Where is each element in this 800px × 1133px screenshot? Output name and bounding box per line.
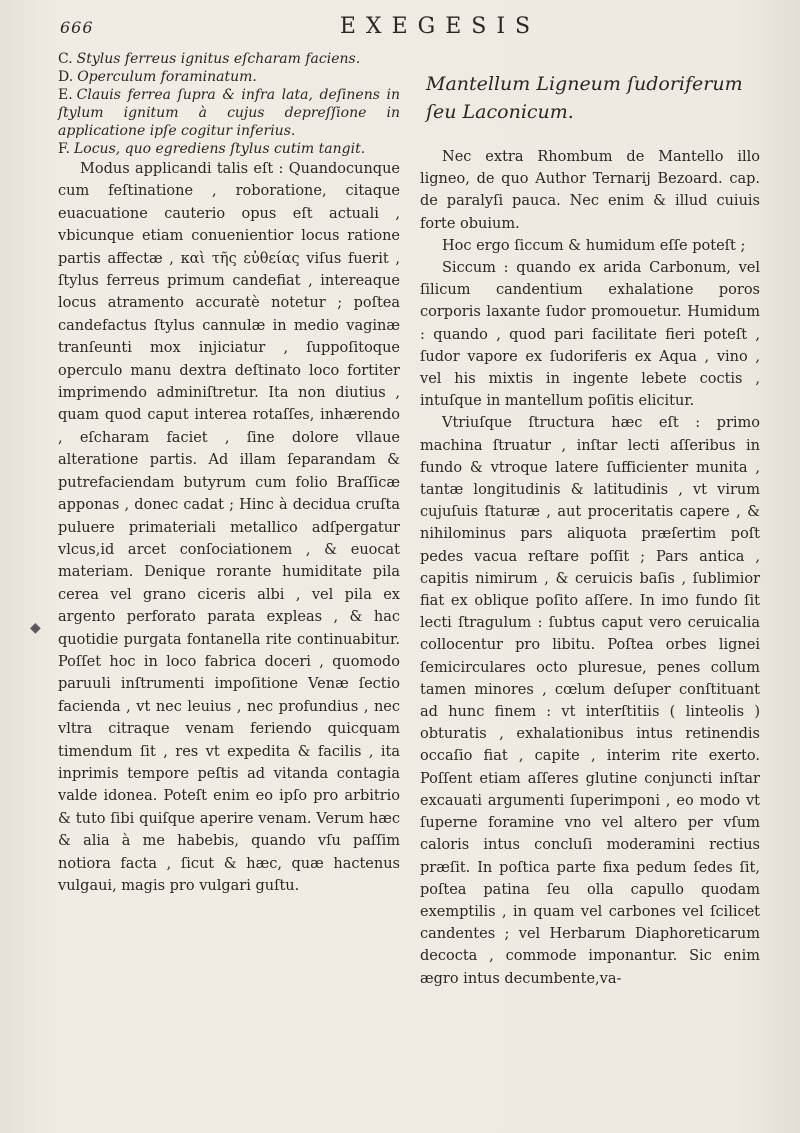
body-paragraph: Siccum : quando ex arida Carbonum, vel ſilicum candentium exhalatione poros corporis laxante ſudor promouetur. Humidum : quando , quod pari facilitate fieri poteſt , ſudor vapore ex ſudoriferis ex Aqua , vino , vel his mixtis in ingente lebete coctis , intuſque in mantellum poſitis elicitur. — [420, 260, 760, 410]
body-paragraph: Nec extra Rhombum de Mantello illo ligneo, de quo Author Ternarij Bezoard. cap. de paralyſi pauca. Nec enim & illud cuiuis forte obuium. — [420, 149, 760, 232]
body-paragraph: Hoc ergo ſiccum & humidum eſſe poteſt ; — [442, 237, 746, 254]
legend-letter: D. — [58, 69, 74, 85]
left-column — [58, 50, 400, 897]
legend-letter: F. — [58, 141, 70, 157]
legend-item-e — [58, 86, 400, 140]
legend-item-f — [58, 140, 400, 158]
legend-text: Operculum foraminatum. — [77, 69, 257, 85]
legend-text: Clauis ferrea ſupra & infra lata, deſinens in ſtylum ignitum à cujus depreſſione in applicatione ipſe cogitur inferius. — [58, 87, 400, 139]
body-paragraph: Vtriuſque ſtructura hæc eſt : primo machina ſtruatur , inſtar lecti aſſeribus in fundo & vtroque latere ſufficienter munita , tantæ longitudinis & latitudinis , vt virum cujuſuis ſtaturæ , aut proceritatis capere , & nihilominus pars aliquota præſertim poſt pedes vacua reſtare poſſit ; Pars antica , capitis nimirum , & ceruicis baſis , ſublimior fiat ex oblique poſito aſſere. In imo fundo ſit lecti ſtragulum : ſubtus caput vero ceruicalia collocentur pro libitu. Poſtea orbes lignei ſemicirculares octo pluresue, penes collum tamen minores , cœlum deſuper conſtituant ad hunc finem : vt interſtitiis ( linteolis ) obturatis , exhalationibus intus retinendis occaſio fiat , capite , interim rite exerto. Poſſent etiam aſſeres glutine conjuncti inſtar excauati argumenti ſuperimponi , eo modo vt ſuperne foramine vno vel altero per vſum caloris intus concluſi moderamini rectius præſit. In poſtica parte fixa pedum ſedes ſit, poſtea patina ſeu olla capullo quodam exemptilis , in quam vel carbones vel ſcilicet candentes ; vel Herbarum Diaphoreticarum decocta , commode imponantur. Sic enim ægro intus decumbente,va- — [420, 415, 760, 987]
right-column — [420, 70, 760, 990]
legend-text: Locus, quo egrediens ſtylus cutim tangit. — [73, 141, 366, 157]
legend-text: Stylus ferreus ignitus eſcharam faciens. — [76, 51, 361, 67]
page-number: 666 — [60, 18, 94, 37]
legend-item-c — [58, 50, 400, 68]
running-head: EXEGESIS — [339, 14, 541, 39]
legend-letter: C. — [58, 51, 73, 67]
section-title: Mantellum Ligneum ſudoriferum ſeu Laconicum. — [426, 73, 743, 123]
margin-mark-icon: ◆ — [30, 620, 41, 636]
legend-letter: E. — [58, 87, 73, 103]
legend-item-d — [58, 68, 400, 86]
body-paragraph: Modus applicandi talis eſt : Quandocunque cum feſtinatione , roboratione, citaque euacuatione cauterio opus eſt actuali , vbicunque etiam conuenientior locus ratione partis affectæ , καὶ τῆς εὐθείας viſus fuerit , ſtylus ferreus primum candefiat , intereaque locus atramento accuratè notetur ; poſtea candefactus ſtylus cannulæ in medio vaginæ tranſeunti mox injiciatur , ſuppoſitoque operculo manu dextra deſtinato loco fortiter imprimendo adminiſtretur. Ita non diutius , quam quod caput interea rotaſſes, inhærendo , eſcharam faciet , ſine dolore vllaue alteratione partis. Ad illam ſeparandam & putrefaciendam butyrum cum folio Braſſicæ apponas , donec cadat ; Hinc à decidua cruſta puluere primateriali metallico adſpergatur vlcus,id arcet conſociationem , & euocat materiam. Denique rorante humiditate pila cerea vel grano ciceris albi , vel pila ex argento perforato parata expleas , & hac quotidie purgata fontanella rite continuabitur. Poſſet hoc in loco fabrica doceri , quomodo paruuli inſtrumenti impoſitione Venæ ſectio facienda , vt nec leuius , nec profundius , nec vltra citraque venam feriendo quicquam timendum ſit , res vt expedita & facilis , ita inprimis tempore peſtis ad vitanda contagia valde idonea. Poteſt enim eo ipſo pro arbitrio & tuto ſibi quiſque aperire venam. Verum hæc & alia à me habebis, quando vſu paſſim notiora facta , ſicut & hæc, quæ hactenus vulgaui, magis pro vulgari guſtu. — [58, 161, 400, 894]
